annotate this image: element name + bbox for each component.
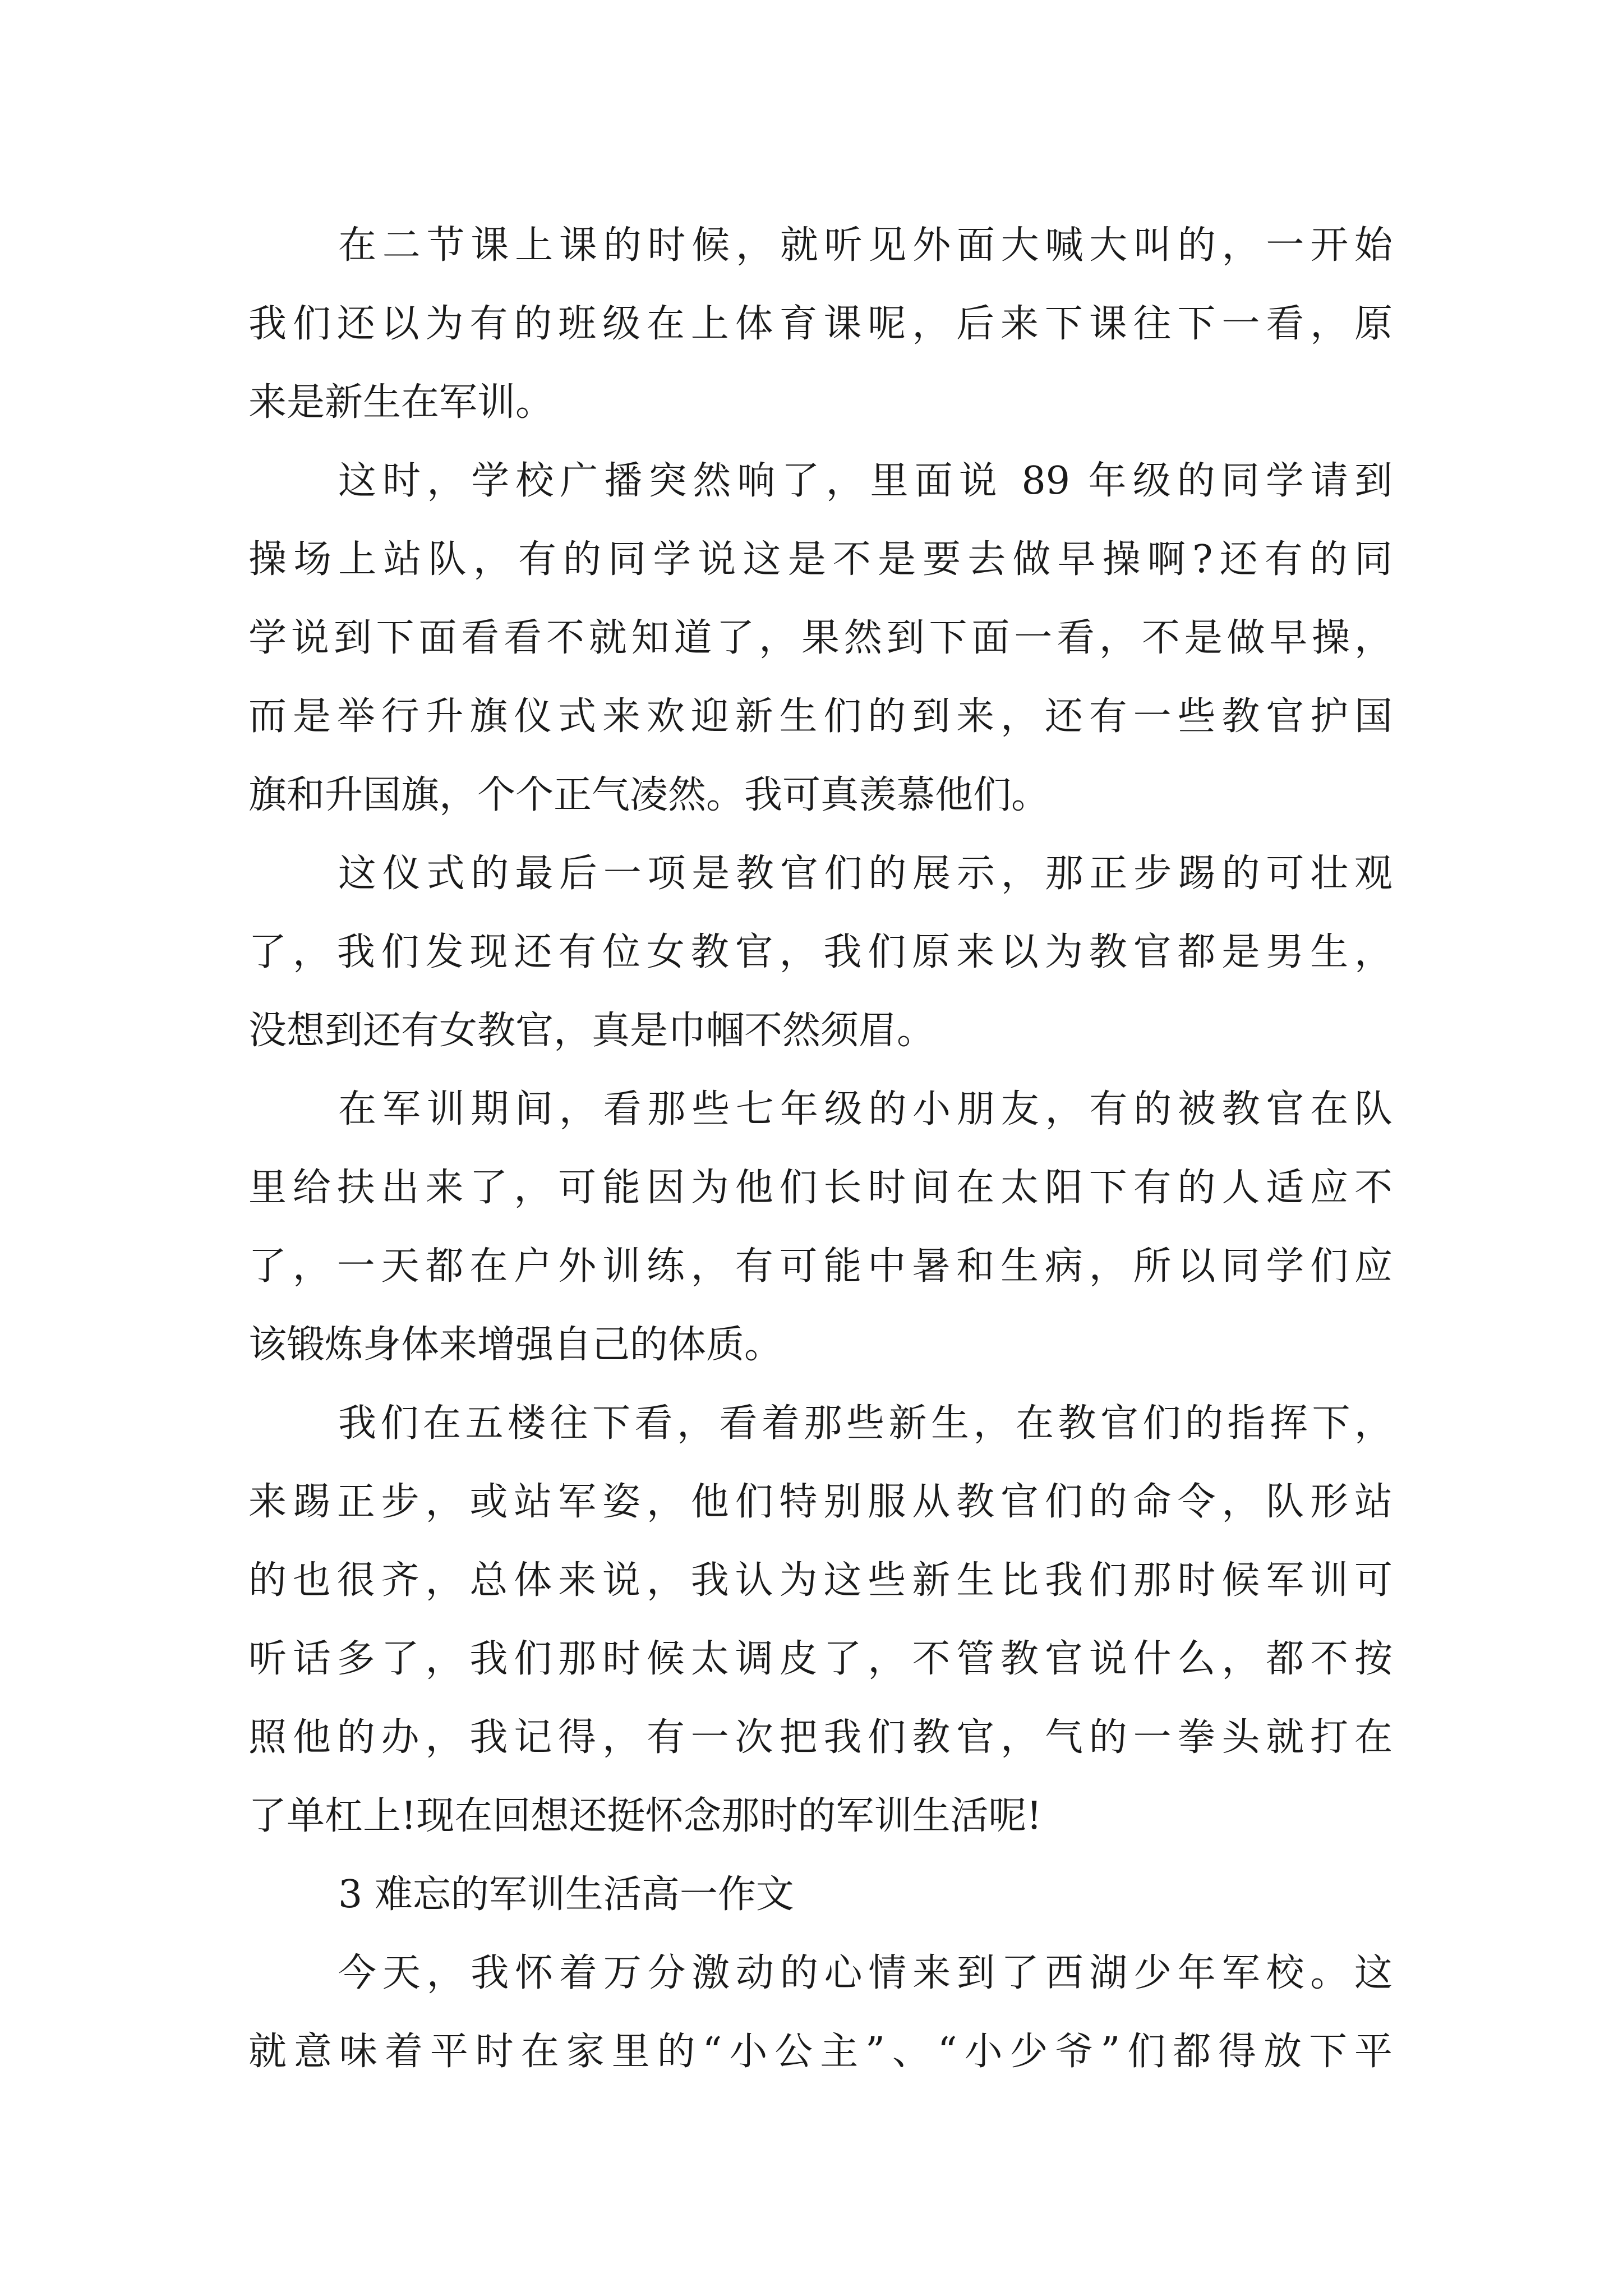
text-line: 来踢正步，或站军姿，他们特别服从教官们的命令，队形站 [248,1480,1393,1524]
text-line: 我们还以为有的班级在上体育课呢，后来下课往下一看，原 [248,302,1393,346]
text-line: 照他的办，我记得，有一次把我们教官，气的一拳头就打在 [248,1715,1393,1760]
section-heading: 3 难忘的军训生活高一作文 [338,1872,794,1917]
text-line: 在军训期间，看那些七年级的小朋友，有的被教官在队 [338,1087,1393,1131]
text-line: 学说到下面看看不就知道了，果然到下面一看，不是做早操， [248,616,1393,660]
text-line: 了，我们发现还有位女教官，我们原来以为教官都是男生， [248,930,1393,974]
text-line: 操场上站队，有的同学说这是不是要去做早操啊?还有的同 [248,537,1393,582]
text-line: 而是举行升旗仪式来欢迎新生们的到来，还有一些教官护国 [248,694,1393,739]
text-line: 我们在五楼往下看，看着那些新生，在教官们的指挥下， [338,1401,1393,1446]
text-line: 这仪式的最后一项是教官们的展示，那正步踢的可壮观 [338,852,1393,896]
text-line: 了单杠上!现在回想还挺怀念那时的军训生活呢! [248,1794,1042,1838]
text-line: 这时，学校广播突然响了，里面说 89 年级的同学请到 [338,459,1393,503]
text-line: 了，一天都在户外训练，有可能中暑和生病，所以同学们应 [248,1244,1393,1289]
text-line: 旗和升国旗，个个正气凌然。我可真羡慕他们。 [248,773,1050,817]
text-line: 该锻炼身体来增强自己的体质。 [248,1323,783,1367]
text-line: 的也很齐，总体来说，我认为这些新生比我们那时候军训可 [248,1558,1393,1603]
text-line: 在二节课上课的时候，就听见外面大喊大叫的，一开始 [338,223,1393,268]
text-line: 听话多了，我们那时候太调皮了，不管教官说什么，都不按 [248,1637,1393,1681]
text-line: 里给扶出来了，可能因为他们长时间在太阳下有的人适应不 [248,1166,1393,1210]
text-line: 没想到还有女教官，真是巾帼不然须眉。 [248,1009,935,1053]
text-line: 今天，我怀着万分激动的心情来到了西湖少年军校。这 [338,1951,1393,1995]
text-line: 来是新生在军训。 [248,380,554,425]
text-line: 就意味着平时在家里的“小公主”、“小少爷”们都得放下平 [248,2030,1393,2074]
